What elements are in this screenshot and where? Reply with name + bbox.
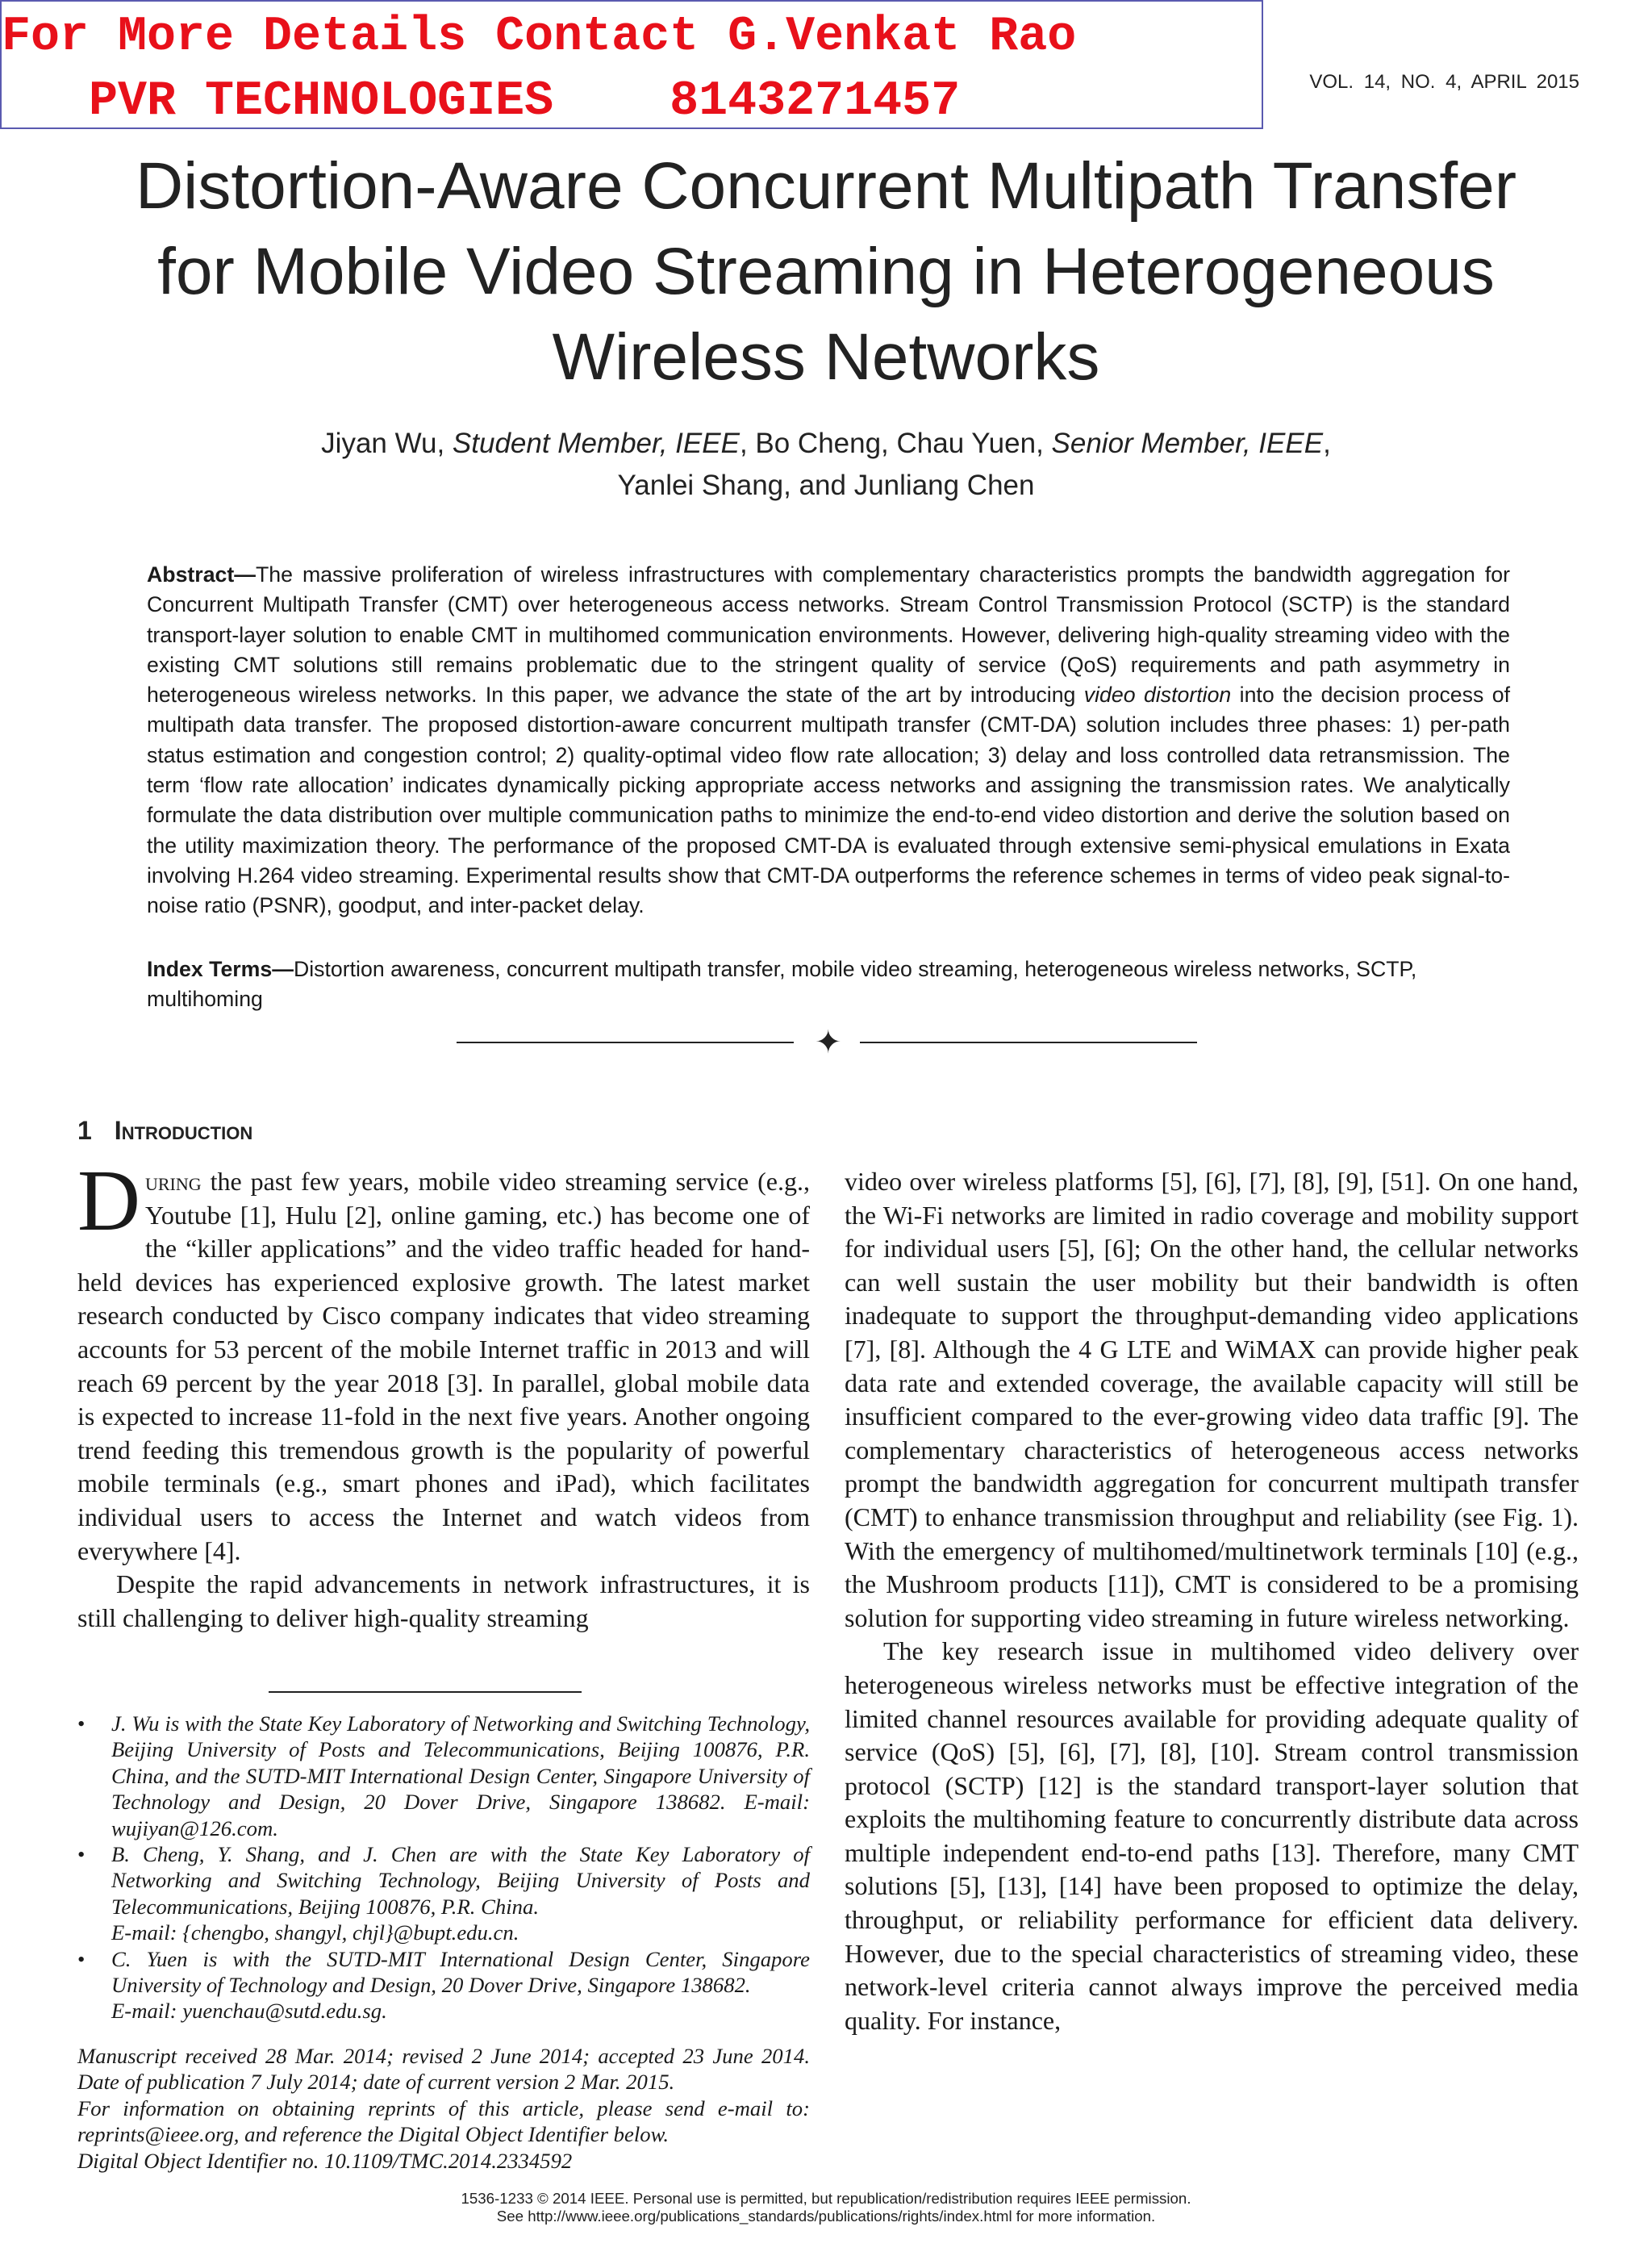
divider-left	[457, 1042, 794, 1043]
abstract: Abstract—The massive proliferation of wireless infrastructures with complementary characteristics prompts the bandwidth aggregation for Concurrent Multipath Transfer (CMT) over heterogeneous access networks. Stream Control Transmission Protocol (SCTP) is the standard transport-layer solution to enable CMT in multihomed communication environments. However, delivering high-quality streaming video with the existing CMT solutions still remains problematic due to the stringent quality of service (QoS) requirements and path asymmetry in heterogeneous wireless networks. In this paper, we advance the state of the art by introducing video distortion into the decision process of multipath data transfer. The proposed distortion-aware concurrent multipath transfer (CMT-DA) solution includes three phases: 1) per-path status estimation and congestion control; 2) quality-optimal video flow rate allocation; 3) delay and loss controlled data retransmission. The term ‘flow rate allocation’ indicates dynamically picking appropriate access networks and assigning the transmission rates. We analytically formulate the data distribution over multiple communication paths to minimize the end-to-end video distortion and derive the solution based on the utility maximization theory. The performance of the proposed CMT-DA is evaluated through extensive semi-physical emulations in Exata involving H.264 video streaming. Experimental results show that CMT-DA outperforms the reference schemes in terms of video peak signal-to-noise ratio (PSNR), goodput, and inter-packet delay.	[147, 562, 1510, 918]
copyright-line-1: 1536-1233 © 2014 IEEE. Personal use is permitted, but republication/redistribution requires IEEE permission.	[461, 2190, 1191, 2207]
bullet-icon: •	[77, 1842, 86, 1867]
author-line-2: Yanlei Shang, and Junliang Chen	[617, 470, 1035, 501]
right-paragraph-1: video over wireless platforms [5], [6], [7], [8], [9], [51]. On one hand, the Wi-Fi networks are limited in radio coverage and mobility support for individual users [5], [6]; On the other hand, the cellular networks can well sustain the user mobility but their bandwidth is often inadequate to support the throughput-demanding video applications [7], [8]. Although the 4 G LTE and WiMAX can provide higher peak data rate and extended coverage, the available capacity will still be insufficient compared to the ever-growing video data traffic [9]. The complementary characteristics of heterogeneous access networks prompt the bandwidth aggregation for concurrent multipath transfer (CMT) to enhance transmission throughput and reliability (see Fig. 1). With the emergency of multihomed/multinetwork terminals [10] (e.g., the Mushroom products [11]), CMT is considered to be a promising solution for supporting video streaming in future wireless networking.	[845, 1167, 1579, 1632]
abstract-label: Abstract	[147, 562, 235, 587]
author-separator: ,	[1323, 428, 1331, 459]
footnote-text: B. Cheng, Y. Shang, and J. Chen are with the State Key Laboratory of Networking and Switching Technology, Beijing University of Posts and Telecommunications, Beijing 100876, P.R. China.	[111, 1842, 810, 1919]
body-column-right	[845, 1165, 1579, 2037]
doi: Digital Object Identifier no. 10.1109/TMC.2014.2334592	[77, 2148, 573, 2173]
journal-volume: VOL. 14, NO. 4, APRIL 2015	[1309, 71, 1579, 93]
footnote-text: J. Wu is with the State Key Laboratory of Networking and Switching Technology, Beijing University of Posts and Telecommunications, Beijing 100876, P.R. China, and the SUTD-MIT International Design Center, Singapore University of Technology and Design, 20 Dover Drive, Singapore 138682. E-mail: wujiyan@126.com.	[111, 1711, 810, 1840]
copyright-notice	[56, 2190, 1596, 2225]
intro-smallcaps: uring	[145, 1167, 202, 1196]
author-name: Jiyan Wu,	[321, 428, 453, 459]
index-terms-label: Index Terms	[147, 957, 273, 981]
abstract-text-cont: into the decision process of multipath data transfer. The proposed distortion-aware concurrent multipath transfer (CMT-DA) solution includes three phases: 1) per-path status estimation and congestion control; 2) quality-optimal video flow rate allocation; 3) delay and loss controlled data retransmission. The term ‘flow rate allocation’ indicates dynamically picking appropriate access networks and assigning the transmission rates. We analytically formulate the data distribution over multiple communication paths to minimize the end-to-end video distortion and derive the solution based on the utility maximization theory. The performance of the proposed CMT-DA is evaluated through extensive semi-physical emulations in Exata involving H.264 video streaming. Experimental results show that CMT-DA outperforms the reference schemes in terms of video peak signal-to-noise ratio (PSNR), goodput, and inter-packet delay.	[147, 683, 1510, 918]
footnote-email: E-mail: {chengbo, shangyl, chjl}@bupt.edu.cn.	[111, 1920, 519, 1945]
section-number: 1	[77, 1116, 92, 1145]
manuscript-dates: Manuscript received 28 Mar. 2014; revised 2 June 2014; accepted 23 June 2014. Date of publication 7 July 2014; date of current version 2 Mar. 2015.	[77, 2044, 810, 2095]
index-terms: Index Terms—Distortion awareness, concurrent multipath transfer, mobile video streaming, heterogeneous wireless networks, SCTP, multihoming	[147, 957, 1417, 1012]
drop-cap: D	[77, 1153, 140, 1249]
bullet-icon: •	[77, 1711, 86, 1736]
intro-paragraph-1	[77, 1153, 810, 1568]
footnote	[77, 1841, 810, 1946]
footnote	[77, 1946, 810, 2024]
index-terms-text: Distortion awareness, concurrent multipath transfer, mobile video streaming, heterogeneous wireless networks, SCTP, multihoming	[147, 957, 1417, 1012]
divider-right	[860, 1042, 1197, 1043]
section-heading	[77, 1116, 252, 1146]
footnote	[77, 1711, 810, 1841]
title-line-3: Wireless Networks	[552, 320, 1100, 394]
author-role: Student Member, IEEE	[452, 428, 740, 459]
reprint-info: For information on obtaining reprints of this article, please send e-mail to: reprints@ieee.org, and reference the Digital Object Identifier below.	[77, 2095, 810, 2147]
abstract-text: The massive proliferation of wireless infrastructures with complementary characteristics prompts the bandwidth aggregation for Concurrent Multipath Transfer (CMT) over heterogeneous access networks. Stream Control Transmission Protocol (SCTP) is the standard transport-layer solution to enable CMT in multihomed communication environments. However, delivering high-quality streaming video with the existing CMT solutions still remains problematic due to the stringent quality of service (QoS) requirements and path asymmetry in heterogeneous wireless networks. In this paper, we advance the state of the art by introducing	[147, 562, 1510, 708]
right-paragraph-2: The key research issue in multihomed video delivery over heterogeneous wireless networks must be effective integration of the limited channel resources available for providing adequate quality of service (QoS) [5], [6], [7], [8], [10]. Stream control transmission protocol (SCTP) [12] is the standard transport-layer solution that exploits the multihoming feature to concurrently distribute data across multiple independent end-to-end paths [13]. Therefore, many CMT solutions [5], [13], [14] have been proposed to optimize the delay, throughput, or reliability performance for efficient data delivery. However, due to the special characteristics of streaming video, these network-level criteria cannot always improve the perceived media quality. For instance,	[845, 1636, 1579, 2035]
title-line-1: Distortion-Aware Concurrent Multipath Transfer	[135, 149, 1517, 223]
author-affiliations	[77, 1711, 810, 2024]
footnote-rule	[269, 1691, 582, 1693]
section-title: Introduction	[114, 1116, 253, 1145]
author-name: , Bo Cheng, Chau Yuen,	[739, 428, 1052, 459]
title-line-2: for Mobile Video Streaming in Heterogeneous	[157, 235, 1495, 308]
manuscript-info	[77, 2043, 810, 2174]
banner-line-2: PVR TECHNOLOGIES 8143271457	[2, 74, 961, 129]
copyright-line-2: See http://www.ieee.org/publications_standards/publications/rights/index.html for more information.	[496, 2208, 1156, 2225]
footnote-email: E-mail: yuenchau@sutd.edu.sg.	[111, 1999, 387, 2024]
divider-ornament-icon: ✦	[815, 1024, 842, 1060]
footnote-text: C. Yuen is with the SUTD-MIT International Design Center, Singapore University of Technology and Design, 20 Dover Drive, Singapore 138682.	[111, 1946, 810, 1998]
banner-line-1: For More Details Contact G.Venkat Rao	[2, 10, 1077, 65]
body-column-left	[77, 1153, 810, 1635]
paper-title	[56, 144, 1596, 400]
abstract-emphasis: video distortion	[1083, 683, 1232, 708]
author-list	[56, 423, 1596, 507]
author-role: Senior Member, IEEE	[1051, 428, 1324, 459]
bullet-icon: •	[77, 1946, 86, 1971]
intro-paragraph-2: Despite the rapid advancements in network infrastructures, it is still challenging to deliver high-quality streaming	[77, 1569, 810, 1632]
intro-text: the past few years, mobile video streaming service (e.g., Youtube [1], Hulu [2], online gaming, etc.) has become one of the “killer applications” and the video traffic headed for hand-held devices has experienced explosive growth. The latest market research conducted by Cisco company indicates that video streaming accounts for 53 percent of the mobile Internet traffic in 2013 and will reach 69 percent by the year 2018 [3]. In parallel, global mobile data is expected to increase 11-fold in the next five years. Another ongoing trend feeding this tremendous growth is the popularity of powerful mobile terminals (e.g., smart phones and iPad), which facilitates individual users to access the Internet and watch videos from everywhere [4].	[77, 1167, 810, 1565]
contact-banner	[0, 0, 1263, 129]
